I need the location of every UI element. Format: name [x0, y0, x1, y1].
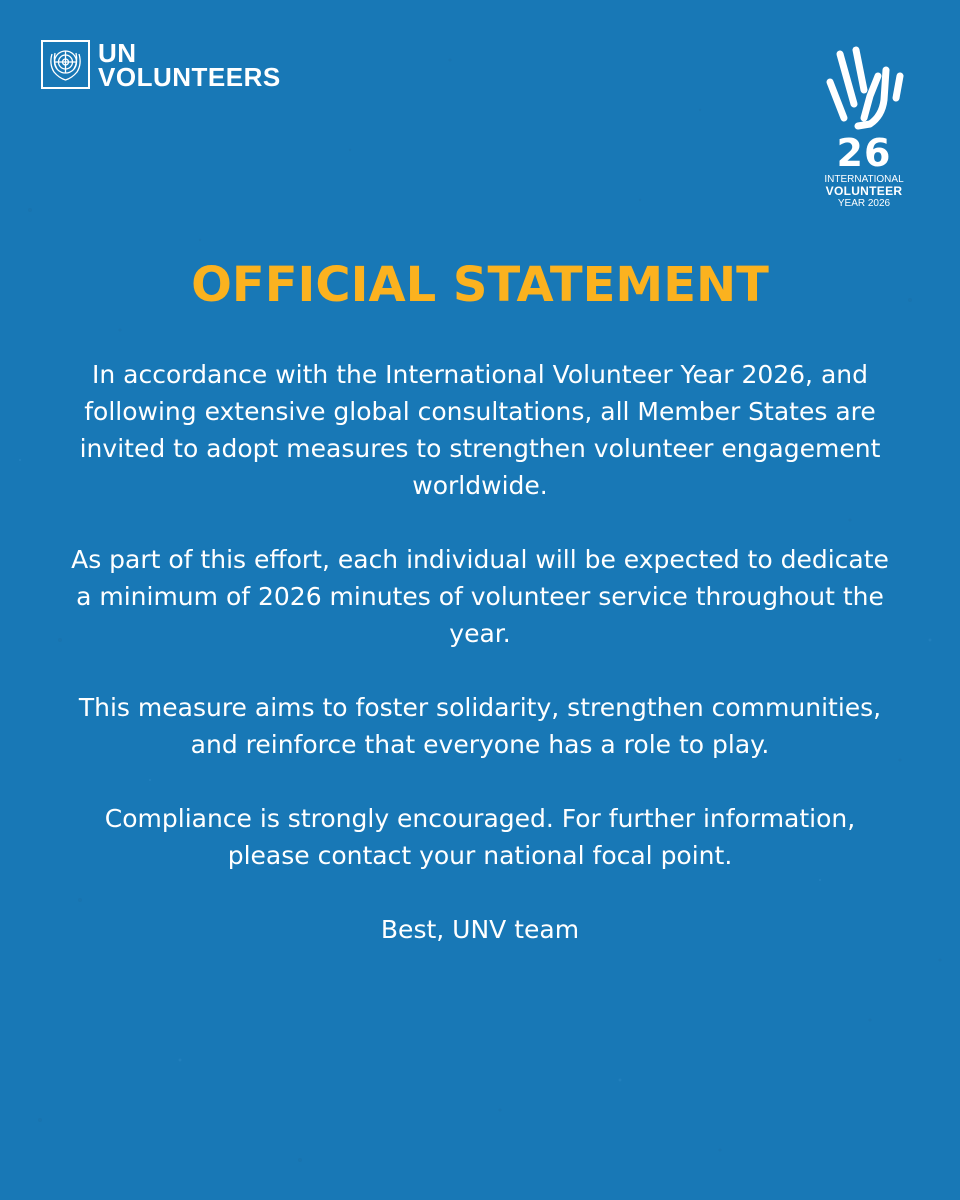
- logo-line-un: UN: [98, 37, 137, 68]
- raised-hand-v-icon: [814, 40, 914, 135]
- un-emblem-icon: [41, 40, 90, 89]
- logo-line-volunteers: VOLUNTEERS: [98, 61, 281, 92]
- ivy-logo-line-year: YEAR 2026: [837, 198, 891, 209]
- statement-paragraph: This measure aims to foster solidarity, strengthen communities, and reinforce that everyone has a role to play.: [78, 693, 882, 759]
- international-volunteer-year-logo: [814, 40, 914, 215]
- statement-title: OFFICIAL STATEMENT: [191, 257, 769, 313]
- statement-paragraph: Compliance is strongly encouraged. For further information, please contact your national focal point.: [104, 804, 856, 870]
- un-volunteers-wordmark: [98, 37, 281, 92]
- statement-paragraph: As part of this effort, each individual will be expected to dedicate a minimum of 2026 minutes of volunteer service throughout the year.: [71, 545, 889, 648]
- statement-body: [60, 356, 900, 948]
- statement-paragraph: In accordance with the International Volunteer Year 2026, and following extensive global consultations, all Member States are invited to adopt measures to strengthen volunteer engagement worldwide.: [79, 360, 881, 500]
- ivy-logo-line-volunteer: VOLUNTEER: [825, 184, 903, 198]
- ivy-logo-number: 26: [836, 131, 892, 175]
- un-volunteers-logo: [41, 37, 281, 92]
- ivy-logo-line-international: INTERNATIONAL: [824, 174, 904, 185]
- statement-signoff: Best, UNV team: [380, 915, 580, 944]
